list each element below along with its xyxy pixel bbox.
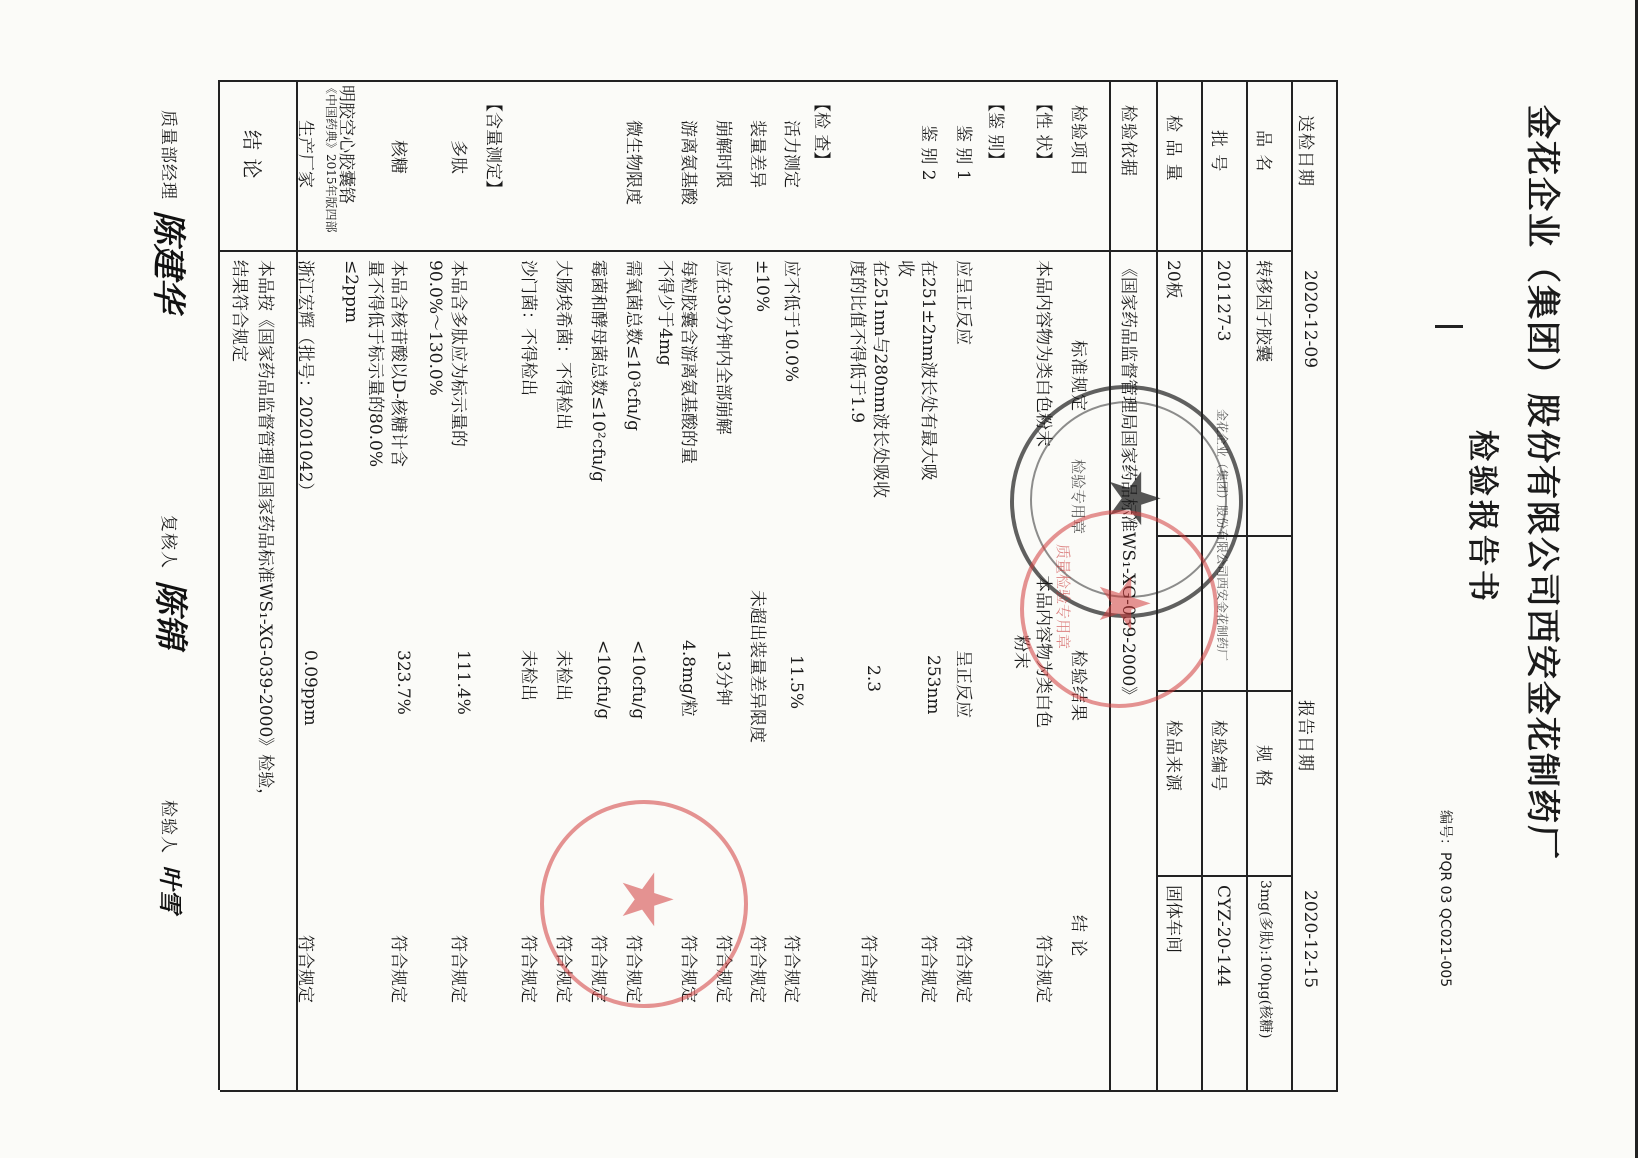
spec-label: 规 格 [1253, 745, 1273, 788]
manager-label: 质量部经理 [158, 110, 178, 200]
row-standard: 应不低于10.0% [781, 260, 801, 383]
row-conclusion: 符合规定 [518, 935, 538, 1003]
row-standard: 本品含核苷酸以D-核糖计含 [388, 260, 408, 467]
row-conclusion: 符合规定 [858, 935, 878, 1003]
row-result: 111.4% [453, 650, 473, 715]
column-header-conclusion: 结 论 [1068, 915, 1088, 958]
row-result: 未超出装量差异限度 [747, 590, 767, 743]
row-item: 装量差异 [747, 120, 767, 188]
row-standard-line2: 度的比值不得低于1.9 [847, 260, 867, 424]
row-standard-line2: 90.0%～130.0% [425, 260, 445, 396]
row-conclusion: 符合规定 [295, 935, 315, 1003]
conclusion-label: 结 论 [240, 130, 264, 180]
row-conclusion: 符合规定 [747, 935, 767, 1003]
row-item: 微生物限度 [623, 120, 643, 205]
row-standard: 本品含多肽应为标示量的 [448, 260, 468, 447]
reviewer-label: 复核人 [158, 515, 178, 569]
row-item: 鉴 别 1 [953, 125, 973, 181]
red-seal [1020, 510, 1218, 708]
row-item: 游离氨基酸 [678, 120, 698, 205]
basis-label: 检验依据 [1118, 105, 1138, 177]
row-conclusion: 符合规定 [623, 935, 643, 1003]
inspector-signature: 叶雪 [156, 865, 185, 913]
basis-value: 《国家药品监督管理局国家药品标准WS₁-XG-039-2000》 [1118, 260, 1138, 704]
column-header-standard: 标准规定 [1068, 340, 1088, 412]
test-number-label: 检验编号 [1208, 720, 1228, 792]
quantity-label: 检 品 量 [1163, 115, 1183, 182]
report-date: 2020-12-15 [1300, 890, 1320, 989]
row-conclusion: 符合规定 [1033, 935, 1053, 1003]
row-result: <10cfu/g [593, 640, 613, 720]
row-standard: 每粒胶囊含游离氨基酸的量 [678, 260, 698, 464]
row-divider [1247, 80, 1249, 1090]
row-item: 核糖 [388, 140, 408, 174]
row-standard: 在251nm与280nm波长处吸收 [870, 260, 890, 499]
row-standard: 应呈正反应 [953, 260, 973, 345]
row-item: 活力测定 [781, 120, 801, 188]
reviewer-signature: 陈锦 [150, 580, 190, 648]
source-value: 固体车间 [1163, 885, 1183, 953]
column-divider [1158, 690, 1293, 692]
row-standard: 需氧菌总数≤10³cfu/g [623, 260, 643, 432]
red-seal-star-icon: ★ [1083, 572, 1165, 635]
row-conclusion: 符合规定 [588, 935, 608, 1003]
row-result: 13分钟 [713, 650, 733, 706]
row-result: 0.09ppm [300, 650, 320, 726]
row-standard: 在251±2nm波长处有最大吸 [918, 260, 938, 481]
test-number: CYZ-20-144 [1213, 885, 1233, 987]
row-conclusion: 符合规定 [781, 935, 801, 1003]
submit-date-label: 送检日期 [1295, 115, 1315, 187]
row-standard: 大肠埃希菌：不得检出 [553, 260, 573, 430]
red-seal-text: 质量检验专用章 [1054, 544, 1072, 650]
row-standard: 应在30分钟内全部崩解 [713, 260, 733, 435]
row-item: 【检 查】 [811, 95, 831, 169]
row-standard: 浙江宏辉（批号：20201042） [295, 260, 315, 500]
column-divider [1158, 875, 1293, 877]
row-conclusion: 符合规定 [678, 935, 698, 1003]
row-standard: 本品内容物为类白色粉末 [1033, 260, 1053, 447]
table-top-border [1337, 80, 1339, 1090]
row-result-line2: 粉末 [1011, 635, 1031, 669]
row-item: 多肽 [448, 140, 468, 174]
document-number: 编号：PQR 03 QC021-005 [1437, 810, 1453, 988]
row-item: 明胶空心胶囊铬 [336, 85, 356, 204]
table-bottom-border [219, 80, 221, 1090]
inspector-label: 检验人 [158, 800, 178, 854]
row-result: 本品内容物为类白色 [1033, 575, 1053, 728]
batch-number: 201127-3 [1213, 260, 1233, 342]
scan-mark [1435, 325, 1463, 328]
row-item: 【性 状】 [1033, 95, 1053, 169]
conclusion-text-line2: 结果符合规定 [229, 260, 249, 362]
report-title: 检验报告书 [1464, 430, 1500, 605]
batch-label: 批 号 [1208, 130, 1228, 173]
column-divider [220, 250, 1293, 252]
row-result: 2.3 [863, 665, 883, 693]
row-result: 253nm [923, 655, 943, 715]
row-result: 4.8mg/粒 [678, 640, 698, 717]
report-date-label: 报告日期 [1295, 700, 1315, 772]
row-conclusion: 符合规定 [448, 935, 468, 1003]
row-item: 【鉴 别】 [985, 95, 1005, 169]
quantity-value: 20板 [1163, 260, 1183, 299]
row-result: 未检出 [518, 650, 538, 701]
row-result: 未检出 [553, 650, 573, 701]
seal-center-text: 检验专用章 [1069, 459, 1087, 535]
row-standard-line2: 收 [895, 260, 915, 277]
manager-signature: 陈建华 [148, 210, 188, 312]
product-name: 转移因子胶囊 [1253, 260, 1273, 362]
row-conclusion: 符合规定 [388, 935, 408, 1003]
seal-star-icon: ★ [1093, 467, 1175, 530]
column-header-result: 检验结果 [1068, 650, 1088, 722]
red-seal-lower [540, 800, 748, 1008]
row-conclusion: 符合规定 [553, 935, 573, 1003]
column-header-item: 检验项目 [1068, 105, 1088, 177]
row-standard: ±10% [752, 260, 772, 313]
seal-ring-text: 金花企业（集团）股份有限公司西安金花制药厂 [1215, 409, 1229, 662]
table-left-border [220, 80, 1338, 82]
conclusion-text: 本品按《国家药品监督管理局国家药品标准WS₁-XG-039-2000》检验， [255, 260, 275, 806]
row-standard: 沙门菌：不得检出 [518, 260, 538, 396]
row-item: 《中国药典》2015年版四部 [324, 82, 338, 233]
product-label: 品 名 [1253, 130, 1273, 173]
row-item: 崩解时限 [713, 120, 733, 188]
spec-value: 3mg(多肽):100μg(核糖) [1257, 880, 1273, 1039]
row-standard: ≤2ppm [341, 260, 361, 323]
submit-date: 2020-12-09 [1300, 270, 1320, 369]
row-conclusion: 符合规定 [918, 935, 938, 1003]
row-item: 鉴 别 2 [918, 125, 938, 181]
row-item: 生产厂家 [295, 120, 315, 188]
row-result: <10cfu/g [628, 640, 648, 720]
company-name: 金花企业（集团）股份有限公司西安金花制药厂 [1522, 105, 1562, 861]
row-conclusion: 符合规定 [953, 935, 973, 1003]
row-standard-line2: 不得少于4mg [655, 260, 675, 366]
table-right-border [220, 1090, 1338, 1092]
row-divider [1292, 80, 1294, 1090]
row-item: 【含量测定】 [483, 95, 503, 197]
row-result: 323.7% [393, 650, 413, 715]
row-standard-line2: 量不得低于标示量的80.0% [365, 260, 385, 468]
row-result: 11.5% [786, 655, 806, 710]
source-label: 检品来源 [1163, 720, 1183, 792]
row-standard: 霉菌和酵母菌总数≤10²cfu/g [588, 260, 608, 483]
red-seal-lower-star-icon: ★ [606, 868, 688, 931]
row-result: 呈正反应 [953, 650, 973, 718]
row-conclusion: 符合规定 [713, 935, 733, 1003]
